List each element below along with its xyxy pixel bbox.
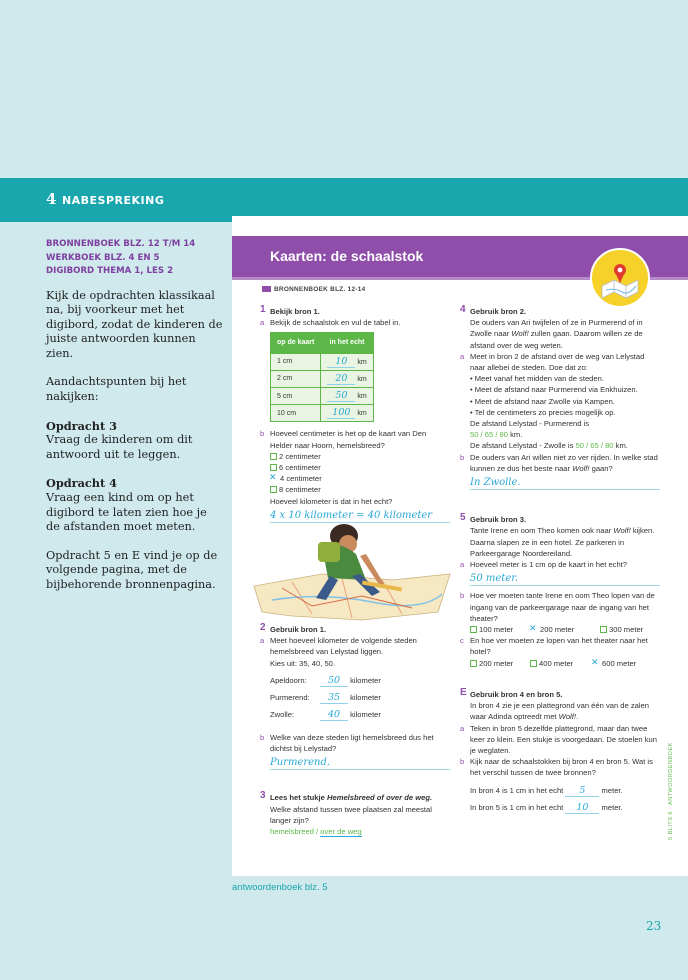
- reference-line: WERKBOEK BLZ. 4 EN 5: [46, 252, 160, 263]
- list-item: Zwolle: 40 kilometer: [270, 708, 381, 720]
- part-text: De ouders van Ari willen niet zo ver rijden. In welke stad kunnen ze dus het beste naar Wolf! gaan?: [470, 452, 658, 473]
- footer-reference: antwoordenboek blz. 5: [232, 882, 328, 893]
- option[interactable]: 8 centimeter: [270, 484, 350, 495]
- question-2: [260, 624, 450, 635]
- workbook-page: [232, 216, 688, 876]
- opdracht-5-text: Opdracht 5 en E vind je op de volgende pagina, met de bijbehorende bronnenpagina.: [46, 548, 218, 591]
- part-letter: a: [260, 318, 265, 328]
- table-row: [271, 405, 374, 422]
- answer-line[interactable]: In Zwolle.: [470, 477, 660, 490]
- table-header: in het echt: [321, 333, 373, 353]
- table-cell-map: 2 cm: [271, 370, 321, 387]
- q5-part-a: [460, 559, 660, 586]
- option[interactable]: 100 meter: [470, 624, 530, 635]
- list-item: Apeldoorn: 50 kilometer: [270, 674, 381, 686]
- question-title: Gebruik bron 4 en bron 5.: [470, 689, 563, 699]
- part-letter: a: [260, 636, 265, 646]
- opdracht-3-title: Opdracht 3: [46, 418, 118, 433]
- scale-table: [270, 332, 374, 422]
- part-letter: b: [260, 732, 265, 742]
- source-reference: BRONNENBOEK BLZ. 12-14: [262, 286, 365, 293]
- question-1: [260, 306, 450, 317]
- part-letter: a: [460, 351, 465, 361]
- part-letter: b: [460, 452, 465, 462]
- q5-part-b: [460, 590, 660, 635]
- table-cell-real: 20 km: [321, 370, 373, 387]
- question-number: 2: [260, 622, 266, 633]
- q5-part-c: [460, 635, 660, 669]
- answer-field[interactable]: 40: [320, 709, 348, 721]
- table-row: [271, 353, 374, 370]
- part-text: Welke van deze steden ligt hemelsbreed dus het dichtst bij Lelystad?: [270, 732, 434, 754]
- question-number: 3: [260, 790, 266, 802]
- table-row: [271, 370, 374, 387]
- answer-line[interactable]: 4 x 10 kilometer = 40 kilometer: [270, 510, 450, 523]
- table-header: op de kaart: [271, 333, 321, 353]
- qe-part-b: [460, 756, 660, 818]
- option[interactable]: 300 meter: [600, 624, 660, 635]
- part-text: Hoe ver moeten tante Irene en oom Theo lopen van de ingang van de parkeergarage naar de ingang van het theater?: [470, 591, 655, 623]
- checkbox[interactable]: [270, 486, 277, 493]
- checkbox-options: [270, 451, 450, 496]
- part-letter: a: [460, 560, 465, 570]
- scale-answer: In bron 4 is 1 cm in het echt 5 meter.: [470, 784, 623, 796]
- part-text: Hoeveel kilometer is dat in het echt?: [270, 496, 393, 506]
- opdracht-3-text: Vraag de kinderen om dit antwoord uit te leggen.: [46, 433, 193, 461]
- points-intro: Aandachtspunten bij het nakijken:: [46, 375, 187, 404]
- teacher-notes: [46, 238, 224, 607]
- q1-part-b: [260, 428, 450, 523]
- option[interactable]: 400 meter: [530, 658, 592, 669]
- opdracht-4-title: Opdracht 4: [46, 476, 118, 491]
- question-title: Lees het stukje Hemelsbreed of over de weg.: [270, 793, 433, 803]
- part-text: Hoeveel meter is 1 cm op de kaart in het echt?: [470, 560, 628, 570]
- part-text: Kijk naar de schaalstokken bij bron 4 en bron 5. Wat is het verschil tussen de twee bronnen?: [470, 757, 653, 778]
- part-letter: a: [460, 723, 465, 733]
- book-references: [46, 238, 224, 279]
- checkbox[interactable]: [270, 453, 277, 460]
- checkbox-checked[interactable]: [592, 660, 600, 667]
- q4-part-a: [460, 351, 660, 452]
- checkbox-options: [470, 658, 660, 669]
- child-measuring-map-illustration: [252, 516, 452, 626]
- reference-line: DIGIBORD THEMA 1, LES 2: [46, 266, 174, 276]
- option[interactable]: 6 centimeter: [270, 462, 350, 473]
- table-row: [271, 388, 374, 405]
- option[interactable]: 2 centimeter: [270, 451, 380, 462]
- question-number: 4: [460, 304, 466, 315]
- answer-field[interactable]: 5: [565, 785, 599, 797]
- checkbox-checked[interactable]: [530, 626, 538, 633]
- list-item: • Meet de afstand naar Zwolle via Kampen.: [470, 396, 615, 406]
- part-letter: b: [460, 591, 465, 601]
- checkbox[interactable]: [270, 464, 277, 471]
- question-title: Bekijk bron 1.: [270, 307, 320, 316]
- choose-text: Kies uit: 35, 40, 50.: [270, 658, 336, 668]
- option[interactable]: ✕4 centimeter: [270, 473, 380, 484]
- list-item: • Meet de afstand naar Purmerend via Enkhuizen.: [470, 385, 638, 395]
- intro-text: Kijk de opdrachten klassikaal na, bij voorkeur met het digibord, zodat de kinderen de juiste antwoorden kunnen zien.: [46, 288, 223, 360]
- list-item: Purmerend: 35 kilometer: [270, 691, 381, 703]
- table-cell-map: 5 cm: [271, 388, 321, 405]
- title-ribbon: [232, 236, 688, 280]
- part-text: Meet in bron 2 de afstand over de weg van Lelystad naar allebei de steden. Doe dat zo:: [470, 351, 645, 373]
- checkbox-options: [470, 624, 660, 635]
- section-number: 4: [46, 190, 57, 208]
- table-cell-real: 10 km: [321, 353, 373, 370]
- q1-part-a: [260, 317, 450, 422]
- question-title: Gebruik bron 1.: [270, 625, 327, 634]
- distance-label: De afstand Lelystad - Purmerend is: [470, 419, 590, 429]
- section-title: [46, 190, 164, 208]
- answer-line[interactable]: 50 meter.: [470, 573, 660, 586]
- table-cell-real: 100 km: [321, 405, 373, 422]
- answer-field[interactable]: 35: [320, 692, 348, 704]
- book-icon: [262, 286, 271, 292]
- right-column: [460, 306, 660, 819]
- question-e: [460, 686, 660, 723]
- answer-line[interactable]: Purmerend.: [270, 757, 450, 770]
- reference-line: BRONNENBOEK BLZ. 12 T/M 14: [46, 239, 196, 249]
- distance-answer: De afstand Lelystad - Zwolle is 50 / 65 / 80 km.: [470, 441, 628, 451]
- part-text: Meet hoeveel kilometer de volgende steden hemelsbreed van Lelystad liggen.: [270, 636, 417, 657]
- part-text: En hoe ver moeten ze lopen van het theater naar het hotel?: [470, 636, 648, 657]
- option[interactable]: ✕ 200 meter: [530, 624, 600, 635]
- part-letter: b: [460, 757, 465, 767]
- question-3: [260, 792, 450, 837]
- section-title-text: NABESPREKING: [61, 194, 165, 207]
- side-tab-label: 5 BLITS 6 · ANTWOORDENBOEK: [668, 742, 674, 840]
- question-text: Tante Irene en oom Theo komen ook naar Wolf! kijken. Daarna slapen ze in een hotel. Ze parkeren in Parkeergarage Noordereiland.: [470, 526, 655, 558]
- q4-part-b: [460, 452, 660, 491]
- answer-options[interactable]: 50 / 65 / 80: [575, 441, 614, 451]
- checkbox[interactable]: [470, 660, 477, 667]
- page-title: Kaarten: de schaalstok: [270, 248, 424, 264]
- checkbox-checked[interactable]: [270, 475, 278, 482]
- selected-answer[interactable]: over de weg: [320, 827, 362, 837]
- part-text: Bekijk de schaalstok en vul de tabel in.: [270, 318, 401, 328]
- question-text: Welke afstand tussen twee plaatsen zal meestal langer zijn?: [270, 804, 432, 825]
- q2-part-a: [260, 635, 450, 726]
- question-text: De ouders van Ari twijfelen of ze in Purmerend of in Zwolle naar Wolf! zullen gaan. Daarom willen ze de afstand over de weg weten.: [470, 318, 643, 350]
- table-cell-map: 1 cm: [271, 353, 321, 370]
- checkbox[interactable]: [530, 660, 537, 667]
- opdracht-4-text: Vraag een kind om op het digibord te laten zien hoe je de afstanden moet meten.: [46, 491, 207, 534]
- table-cell-map: 10 cm: [271, 405, 321, 422]
- question-text: In bron 4 zie je een plattegrond van één van de zalen waar Adinda optreedt met Wolf!.: [470, 701, 650, 722]
- page-number: 23: [646, 919, 662, 933]
- answer-field[interactable]: 50: [320, 675, 348, 687]
- question-number: 1: [260, 304, 266, 315]
- question-number: 5: [460, 512, 466, 524]
- answer-options: hemelsbreed / over de weg: [270, 827, 362, 837]
- left-column: [260, 306, 450, 527]
- list-item: • Tel de centimeters zo precies mogelijk op.: [470, 407, 616, 417]
- qe-part-a: [460, 723, 660, 757]
- left-column-lower: [260, 624, 450, 837]
- question-title: Gebruik bron 2.: [470, 307, 527, 316]
- part-letter: b: [260, 429, 265, 439]
- option[interactable]: ✕ 600 meter: [592, 658, 658, 669]
- question-4: [460, 306, 660, 351]
- table-cell-real: 50 km: [321, 388, 373, 405]
- part-text: Teken in bron 5 dezelfde plattegrond, maar dan twee keer zo klein. Een stukje is voorgedaan. De stoelen kun je weglaten.: [470, 723, 657, 755]
- answer-options[interactable]: 50 / 65 / 80: [470, 430, 508, 440]
- checkbox[interactable]: [470, 626, 477, 633]
- city-distance-list: [270, 675, 450, 726]
- q2-part-b: [260, 732, 450, 771]
- scale-answer: In bron 5 is 1 cm in het echt 10 meter.: [470, 801, 623, 813]
- list-item: • Meet vanaf het midden van de steden.: [470, 374, 604, 384]
- option[interactable]: 200 meter: [470, 658, 530, 669]
- map-pin-icon: [590, 248, 650, 308]
- question-5: [460, 514, 660, 559]
- distance-answer: 50 / 65 / 80 km.: [470, 430, 523, 440]
- question-title: Gebruik bron 3.: [470, 515, 527, 525]
- question-number: E: [460, 686, 467, 698]
- part-text: Hoeveel centimeter is het op de kaart van Den Helder naar Hoorn, hemelsbreed?: [270, 429, 427, 450]
- part-letter: c: [460, 636, 464, 646]
- answer-field[interactable]: 10: [565, 802, 599, 814]
- checkbox[interactable]: [600, 626, 607, 633]
